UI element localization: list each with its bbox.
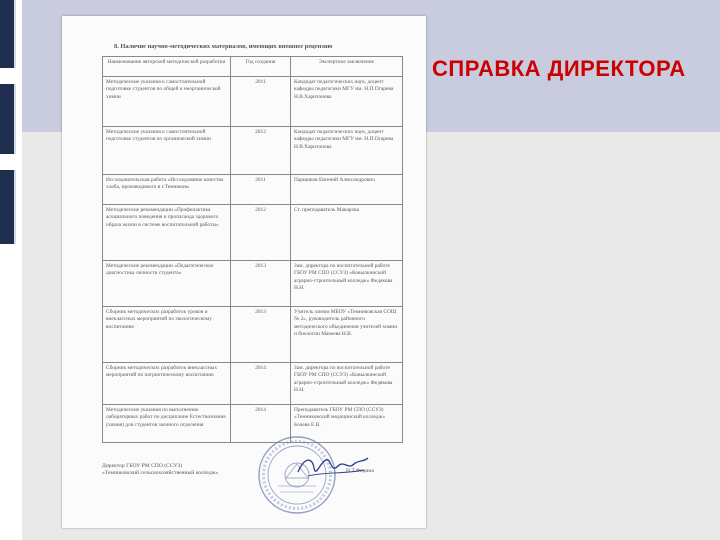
row-year: 2012 [231,205,291,261]
table-row [103,205,403,261]
column-header-year: Год создания [231,57,291,77]
handwritten-signature-icon [294,448,372,486]
row-review: Кандидат педагогических наук, доцент кафедры педагогики МГУ им. Н.П.Огарева Н.В.Харитонова [291,77,403,127]
left-accent-bar-1 [0,0,16,68]
row-name: Сборник методических разработок внеклассных мероприятий по патриотическому воспитанию [103,363,231,405]
row-year: 2013 [231,261,291,307]
signature-caption-line-1: Директор ГБОУ РМ СПО (ССУЗ) [102,463,183,469]
row-review: Ст. преподаватель Макарова [291,205,403,261]
row-review: Учитель химии МБОУ «Темниковская СОШ № 2», руководитель районного методического объединения учителей химии и биологии Макеева Н.В. [291,307,403,363]
row-year: 2011 [231,175,291,205]
row-year: 2014 [231,363,291,405]
row-name: Методические указания к самостоятельной подготовке студентов по органической химии [103,127,231,175]
row-name: Методические указания по выполнению лабораторных работ по дисциплине Естествознание (химия) для студентов заочного отделения [103,405,231,443]
row-name: Методические рекомендации «Педагогическое диагностика личности студента» [103,261,231,307]
slide-title: СПРАВКА ДИРЕКТОРА [432,56,686,81]
row-year: 2013 [231,307,291,363]
table-row [103,261,403,307]
row-review: Преподаватель ГБОУ РМ СПО (ССУЗ) «Темниковский медицинский колледж» Бочева Е.В. [291,405,403,443]
row-year: 2012 [231,127,291,175]
row-review: Паршиков Евгений Александрович [291,175,403,205]
row-year: 2011 [231,77,291,127]
row-name: Исследовательская работа «Исследование качества хлеба, производимого в г.Темников» [103,175,231,205]
left-accent-bar-3 [0,170,16,244]
row-name: Методические рекомендации «Профилактика асоциального поведения и пропаганда здорового образа жизни в системе воспитательной работы» [103,205,231,261]
column-header-name: Наименование авторской методической разработки [103,57,231,77]
row-name: Сборник методических разработок уроков и внеклассных мероприятий по экологическому воспитанию [103,307,231,363]
table-row [103,307,403,363]
row-name: Методические указания к самостоятельной подготовке студентов по общей и неорганической химии [103,77,231,127]
document-heading: 8. Наличие научно-методических материалов, имеющих внешнее рецензию [114,43,333,50]
table-row [103,175,403,205]
table-row [103,405,403,443]
column-header-review: Экспертное заключение [291,57,403,77]
left-accent-bar-2 [0,84,16,154]
row-review: Кандидат педагогических наук, доцент кафедры педагогики МГУ им. Н.П.Огарева Н.В.Харитонова [291,127,403,175]
table-row [103,363,403,405]
table-row [103,77,403,127]
row-review: Зам. директора по воспитательной работе ГБОУ РМ СПО (ССУЗ) «Ковылкинский аграрно-строительный колледж» Федякова Н.Н. [291,363,403,405]
signatory-name: Н.Т.Федина [346,468,374,474]
row-review: Зам. директора по воспитательной работе ГБОУ РМ СПО (ССУЗ) «Ковылкинский аграрно-строительный колледж» Федякова Н.Н. [291,261,403,307]
table-row [103,127,403,175]
table-header-row [103,57,403,77]
slide-left-strip [0,0,22,540]
row-year: 2014 [231,405,291,443]
signature-caption-line-2: «Темниковский сельскохозяйственный колледж» [102,470,219,476]
scanned-document [62,16,426,528]
materials-table [102,56,403,443]
